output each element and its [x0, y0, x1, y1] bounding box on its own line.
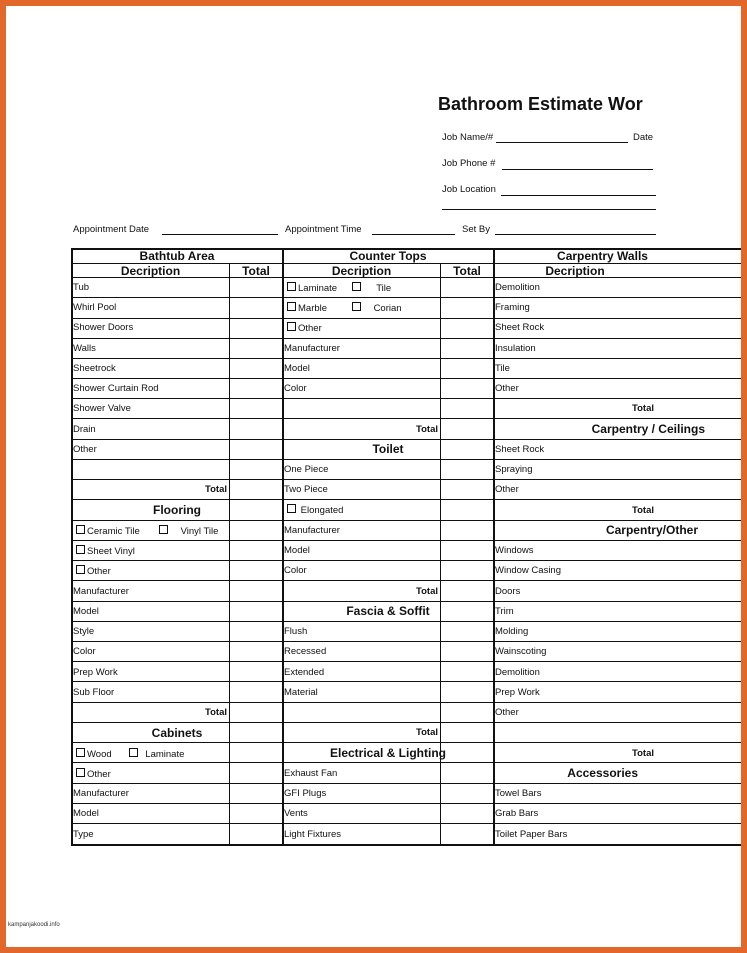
set-by-field[interactable] [495, 234, 656, 235]
corian-label: Corian [373, 303, 402, 314]
grid-h [71, 681, 741, 682]
appointment-time-label: Appointment Time [285, 224, 362, 235]
carpentry-walls-heading: Carpentry Walls [557, 249, 648, 263]
list-item: Molding [495, 626, 529, 637]
list-item: Sheet Rock [495, 444, 545, 455]
checkbox-icon [352, 282, 361, 291]
grid-h [71, 418, 741, 419]
laminate-checkbox[interactable] [287, 282, 337, 294]
list-item: Drain [73, 424, 96, 435]
fascia-soffit-heading: Fascia & Soffit [346, 604, 430, 618]
list-item: Sheetrock [73, 363, 116, 374]
tile-checkbox[interactable] [352, 282, 391, 294]
list-item: Vents [284, 808, 308, 819]
list-item: One Piece [284, 464, 329, 475]
grid-h [71, 641, 741, 642]
checkbox-icon [76, 545, 85, 554]
list-item: Demolition [495, 282, 540, 293]
col2-total-header: Total [453, 264, 481, 278]
tile-label: Tile [376, 283, 392, 294]
grid-h [71, 479, 741, 480]
list-item: Type [73, 829, 94, 840]
job-name-field[interactable] [496, 142, 628, 143]
list-item: Demolition [495, 667, 540, 678]
list-item: Manufacturer [284, 525, 340, 536]
grid-h [71, 803, 741, 804]
list-item: Other [495, 383, 519, 394]
grid-h [71, 499, 741, 500]
watermark: kampanjakoodi.info [8, 922, 60, 928]
appointment-date-field[interactable] [162, 234, 278, 235]
col3-description-header: Decription [545, 264, 605, 278]
list-item: Color [284, 565, 307, 576]
checkbox-icon [76, 565, 85, 574]
flooring-total-label: Total [205, 707, 227, 718]
list-item: Shower Doors [73, 322, 134, 333]
vinyl-tile-label: Vinyl Tile [180, 526, 219, 537]
list-item: Other [495, 707, 519, 718]
cabinet-laminate-label: Laminate [145, 749, 185, 760]
list-item: Sub Floor [73, 687, 115, 698]
grid-h [71, 439, 741, 440]
list-item: Other [495, 484, 519, 495]
list-item: Model [73, 606, 99, 617]
list-item: Material [284, 687, 318, 698]
list-item: Model [284, 363, 310, 374]
list-item: Whirl Pool [73, 302, 117, 313]
list-item: Tile [495, 363, 510, 374]
checkbox-icon [287, 302, 296, 311]
date-label: Date [633, 132, 654, 143]
marble-label: Marble [298, 303, 328, 314]
ceramic-tile-label: Ceramic Tile [87, 526, 140, 537]
list-item: Window Casing [495, 565, 561, 576]
flooring-other-checkbox[interactable] [76, 565, 111, 577]
list-item: Color [284, 383, 307, 394]
list-item: Color [73, 646, 96, 657]
list-item: Tub [73, 282, 90, 293]
list-item: Grab Bars [495, 808, 539, 819]
grid-h [71, 762, 741, 763]
grid-h [71, 823, 741, 824]
list-item: Windows [495, 545, 534, 556]
electrical-lighting-heading: Electrical & Lighting [329, 746, 446, 760]
carpentry-ceilings-heading: Carpentry / Ceilings [591, 422, 705, 436]
checkbox-icon [159, 525, 168, 534]
estimate-sheet [6, 6, 741, 947]
grid-h [71, 540, 741, 541]
list-item: Prep Work [495, 687, 540, 698]
list-item: Exhaust Fan [284, 768, 338, 779]
counter-tops-total-label: Total [416, 424, 438, 435]
col1-total-header: Total [242, 264, 270, 278]
list-item: Manufacturer [73, 586, 129, 597]
accessories-heading: Accessories [567, 766, 638, 780]
grid-h [71, 520, 741, 521]
elongated-checkbox[interactable] [287, 504, 343, 516]
col2-description-header: Decription [331, 264, 392, 278]
list-item: Flush [284, 626, 308, 637]
list-item: Model [73, 808, 99, 819]
job-name-label: Job Name/# [442, 132, 494, 143]
list-item: Toilet Paper Bars [495, 829, 568, 840]
appointment-date-label: Appointment Date [73, 224, 150, 235]
list-item: Towel Bars [495, 788, 542, 799]
list-item: Two Piece [284, 484, 328, 495]
list-item: Walls [73, 343, 96, 354]
bathtub-area-heading: Bathtub Area [139, 249, 215, 263]
carpentry-walls-total-label: Total [632, 403, 654, 414]
checkbox-icon [287, 282, 296, 291]
list-item: Style [73, 626, 95, 637]
list-item: Other [73, 444, 97, 455]
toilet-heading: Toilet [372, 442, 404, 456]
set-by-label: Set By [462, 224, 490, 235]
grid-h [71, 742, 741, 743]
list-item: Sheet Rock [495, 322, 545, 333]
cabinets-heading: Cabinets [151, 726, 203, 740]
grid-h [71, 783, 741, 784]
job-location-field-2[interactable] [442, 209, 656, 210]
fascia-total-label: Total [416, 727, 438, 738]
grid-h [71, 601, 741, 602]
sheet-vinyl-label: Sheet Vinyl [87, 546, 135, 557]
wood-label: Wood [87, 749, 112, 760]
corian-checkbox[interactable] [352, 302, 402, 314]
grid-h [71, 378, 741, 379]
job-location-field[interactable] [501, 195, 656, 196]
carpentry-other-heading: Carpentry/Other [605, 523, 698, 537]
flooring-heading: Flooring [153, 503, 201, 517]
grid-h [71, 621, 741, 622]
list-item: Trim [495, 606, 514, 617]
counter-tops-heading: Counter Tops [349, 249, 427, 263]
carpentry-other-total-label: Total [632, 748, 654, 759]
counter-other-label: Other [298, 323, 322, 334]
list-item: Framing [495, 302, 530, 313]
list-item: Insulation [495, 343, 536, 354]
appointment-time-field[interactable] [372, 234, 455, 235]
grid-v [229, 263, 230, 844]
grid-h [71, 580, 741, 581]
grid-h [71, 398, 741, 399]
list-item: Doors [495, 586, 521, 597]
list-item: Shower Curtain Rod [73, 383, 159, 394]
cabinet-laminate-checkbox[interactable] [129, 748, 184, 760]
list-item: Model [284, 545, 310, 556]
grid-h [71, 459, 741, 460]
cabinet-other-checkbox[interactable] [76, 768, 111, 780]
col1-description-header: Decription [120, 264, 181, 278]
ceramic-tile-checkbox[interactable] [76, 525, 140, 537]
list-item: Manufacturer [284, 343, 340, 354]
page-title: Bathroom Estimate Wor [438, 94, 643, 114]
list-item: Prep Work [73, 667, 118, 678]
list-item: Manufacturer [73, 788, 129, 799]
grid-h [71, 722, 741, 723]
grid-bottom [71, 844, 741, 846]
checkbox-icon [76, 748, 85, 757]
grid-v [71, 248, 73, 845]
list-item: Light Fixtures [284, 829, 342, 840]
carpentry-ceilings-total-label: Total [632, 505, 654, 516]
grid-h [71, 560, 741, 561]
grid-h [71, 318, 741, 319]
sheet-vinyl-checkbox[interactable] [76, 545, 135, 557]
list-item: Extended [284, 667, 325, 678]
cabinet-other-label: Other [87, 769, 111, 780]
counter-other-checkbox[interactable] [287, 322, 322, 334]
grid-h [71, 661, 741, 662]
job-phone-field[interactable] [502, 169, 653, 170]
checkbox-icon [287, 504, 296, 513]
list-item: Shower Valve [73, 403, 131, 414]
list-item: GFI Plugs [284, 788, 327, 799]
bathtub-total-label: Total [205, 484, 227, 495]
list-item: Spraying [495, 464, 533, 475]
marble-checkbox[interactable] [287, 302, 327, 314]
grid-h [71, 338, 741, 339]
checkbox-icon [287, 322, 296, 331]
grid-h [71, 702, 741, 703]
list-item: Recessed [284, 646, 327, 657]
elongated-label: Elongated [300, 505, 344, 516]
list-item: Wainscoting [495, 646, 547, 657]
grid-h [71, 358, 741, 359]
laminate-label: Laminate [298, 283, 338, 294]
checkbox-icon [352, 302, 361, 311]
job-location-label: Job Location [442, 184, 496, 195]
vinyl-tile-checkbox[interactable] [159, 525, 218, 537]
checkbox-icon [76, 525, 85, 534]
grid-h [71, 297, 741, 298]
flooring-other-label: Other [87, 566, 111, 577]
job-phone-label: Job Phone # [442, 158, 496, 169]
wood-checkbox[interactable] [76, 748, 112, 760]
checkbox-icon [129, 748, 138, 757]
checkbox-icon [76, 768, 85, 777]
toilet-total-label: Total [416, 586, 438, 597]
